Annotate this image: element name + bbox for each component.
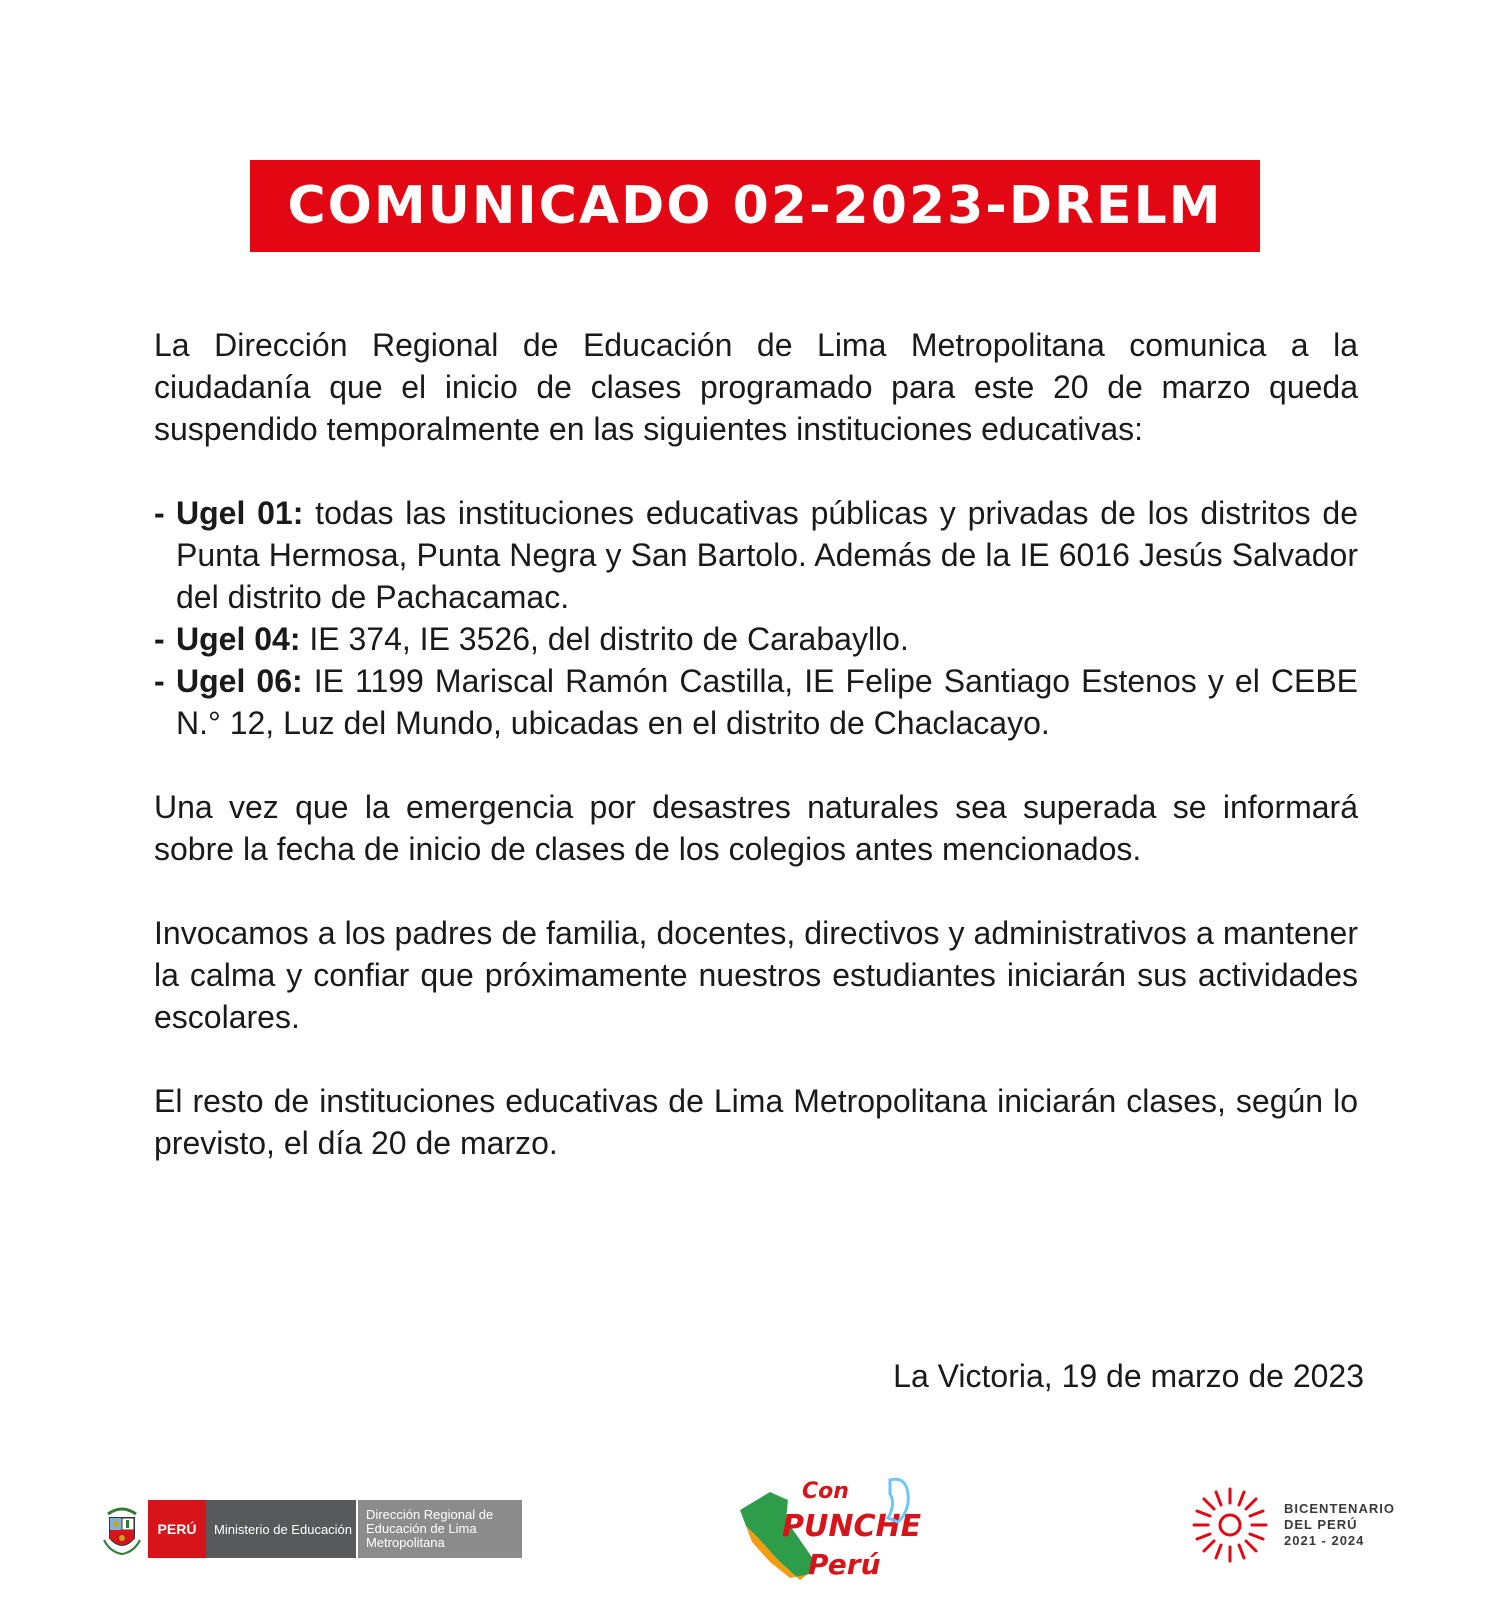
place-date: La Victoria, 19 de marzo de 2023	[893, 1358, 1364, 1394]
bullet-dash: -	[154, 663, 165, 699]
communique-body	[154, 324, 1358, 1206]
ugel-label: Ugel 04:	[176, 621, 301, 657]
logo-text-punche: PUNCHE	[782, 1509, 922, 1544]
title-banner	[250, 160, 1260, 252]
ugel-label: Ugel 01:	[176, 495, 304, 531]
bicentenario-logo	[1190, 1485, 1395, 1565]
coat-of-arms-icon	[100, 1500, 144, 1558]
peru-label: PERÚ	[148, 1500, 206, 1558]
list-item	[154, 660, 1358, 744]
con-punche-peru-logo	[730, 1470, 930, 1590]
appeal-paragraph: Invocamos a los padres de familia, docentes, directivos y administrativos a mantener la calma y confiar que próximamente nuestros estudiantes iniciarán sus actividades escolares.	[154, 915, 1358, 1035]
bicentenario-sun-icon	[1190, 1485, 1270, 1565]
bicentenario-line2: DEL PERÚ	[1284, 1517, 1358, 1532]
page-title: COMUNICADO 02-2023-DRELM	[287, 176, 1223, 236]
ugel-text: IE 1199 Mariscal Ramón Castilla, IE Felipe Santiago Estenos y el CEBE N.° 12, Luz del Mundo, ubicadas en el distrito de Chaclacayo.	[176, 663, 1359, 741]
ministry-label: Ministerio de Educación	[206, 1500, 356, 1558]
intro-paragraph: La Dirección Regional de Educación de Lima Metropolitana comunica a la ciudadanía que el inicio de clases programado para este 20 de marzo queda suspendido temporalmente en las siguientes instituciones educativas:	[154, 327, 1358, 447]
bicentenario-line3: 2021 - 2024	[1284, 1533, 1365, 1548]
bullet-dash: -	[154, 621, 165, 657]
minedu-logo	[100, 1500, 522, 1558]
ugel-text: todas las instituciones educativas públicas y privadas de los distritos de Punta Hermosa, Punta Negra y San Bartolo. Además de la IE 6016 Jesús Salvador del distrito de Pachacamac.	[176, 495, 1359, 615]
ugel-label: Ugel 06:	[176, 663, 303, 699]
ugel-text: IE 374, IE 3526, del distrito de Carabayllo.	[300, 621, 909, 657]
bicentenario-text	[1284, 1501, 1395, 1549]
ugel-list	[154, 492, 1358, 744]
rest-paragraph: El resto de instituciones educativas de Lima Metropolitana iniciarán clases, según lo previsto, el día 20 de marzo.	[154, 1083, 1358, 1161]
logo-text-peru: Perú	[808, 1548, 881, 1581]
logo-text-con: Con	[802, 1479, 849, 1504]
bicentenario-line1: BICENTENARIO	[1284, 1501, 1395, 1516]
list-item	[154, 618, 1358, 660]
list-item	[154, 492, 1358, 618]
bullet-dash: -	[154, 495, 165, 531]
direction-label: Dirección Regional de Educación de Lima Metropolitana	[358, 1500, 522, 1558]
emergency-paragraph: Una vez que la emergencia por desastres naturales sea superada se informará sobre la fecha de inicio de clases de los colegios antes mencionados.	[154, 789, 1358, 867]
